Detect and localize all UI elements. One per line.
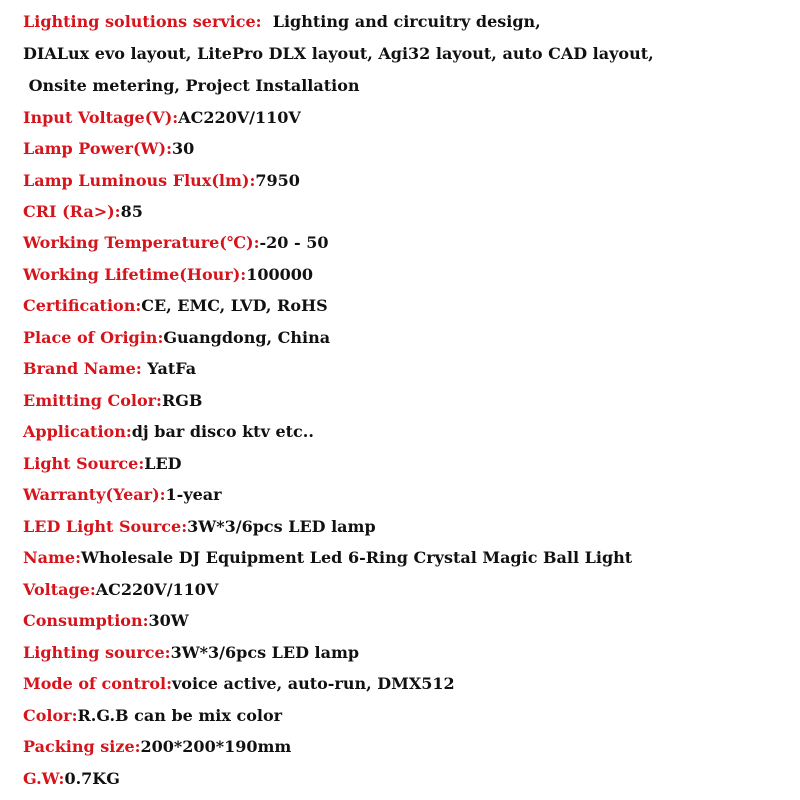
spec-value: LED (144, 454, 182, 473)
spec-value: Wholesale DJ Equipment Led 6-Ring Crystal Magic Ball Light (81, 548, 633, 567)
spec-label: Packing size: (23, 737, 141, 756)
spec-row-lighting-source (23, 643, 359, 663)
spec-label: LED Light Source: (23, 517, 188, 536)
spec-label: Working Lifetime(Hour): (23, 265, 247, 284)
spec-value: 0.7KG (64, 769, 120, 788)
spec-label: Input Voltage(V): (23, 108, 179, 127)
spec-row-luminous-flux (23, 171, 300, 191)
spec-value: 7950 (255, 171, 300, 190)
spec-value: Guangdong, China (163, 328, 331, 347)
spec-row-mode-of-control (23, 674, 455, 694)
spec-value: YatFa (141, 359, 197, 378)
spec-label: Light Source: (23, 454, 145, 473)
spec-value: 30W (148, 611, 189, 630)
intro-value-3: Onsite metering, Project Installation (23, 76, 360, 95)
spec-value: AC220V/110V (178, 108, 301, 127)
spec-label: Application: (23, 422, 132, 441)
intro-value-1: Lighting and circuitry design, (261, 12, 541, 31)
spec-label: Mode of control: (23, 674, 172, 693)
spec-row-packing-size (23, 737, 291, 757)
spec-row-brand-name (23, 359, 196, 379)
spec-value: 1-year (165, 485, 222, 504)
spec-value: 3W*3/6pcs LED lamp (187, 517, 376, 536)
intro-line-1 (23, 12, 541, 32)
spec-label: Lamp Power(W): (23, 139, 172, 158)
intro-line-3 (23, 76, 360, 96)
spec-label: Certification: (23, 296, 142, 315)
spec-row-light-source (23, 454, 182, 474)
spec-label: Emitting Color: (23, 391, 162, 410)
spec-label: Color: (23, 706, 78, 725)
spec-value: AC220V/110V (95, 580, 219, 599)
spec-row-cri (23, 202, 143, 222)
spec-row-consumption (23, 611, 189, 631)
spec-value: 30 (171, 139, 195, 158)
spec-value: voice active, auto-run, DMX512 (171, 674, 455, 693)
spec-row-emitting-color (23, 391, 202, 411)
spec-label: Voltage: (23, 580, 96, 599)
spec-value: -20 - 50 (259, 233, 329, 252)
intro-value-2: DIALux evo layout, LitePro DLX layout, Agi32 layout, auto CAD layout, (23, 44, 654, 63)
spec-label: CRI (Ra>): (23, 202, 121, 221)
spec-row-lamp-power (23, 139, 194, 159)
spec-row-color (23, 706, 282, 726)
spec-value: RGB (161, 391, 203, 410)
spec-row-led-light-source (23, 517, 376, 537)
spec-value: 100000 (246, 265, 313, 284)
spec-value: CE, EMC, LVD, RoHS (141, 296, 328, 315)
intro-line-2 (23, 44, 654, 64)
spec-label: G.W: (23, 769, 65, 788)
spec-row-voltage (23, 580, 218, 600)
spec-row-warranty (23, 485, 222, 505)
spec-row-working-lifetime (23, 265, 313, 285)
spec-label: Brand Name: (23, 359, 142, 378)
spec-label: Place of Origin: (23, 328, 164, 347)
spec-row-gross-weight (23, 769, 120, 789)
spec-row-working-temperature (23, 233, 328, 253)
spec-row-application (23, 422, 314, 442)
spec-label: Lamp Luminous Flux(lm): (23, 171, 256, 190)
spec-row-input-voltage (23, 108, 301, 128)
spec-row-certification (23, 296, 328, 316)
spec-value: 200*200*190mm (140, 737, 292, 756)
intro-label: Lighting solutions service: (23, 12, 262, 31)
spec-row-name (23, 548, 632, 568)
spec-label: Consumption: (23, 611, 149, 630)
spec-label: Warranty(Year): (23, 485, 166, 504)
spec-value: dj bar disco ktv etc.. (131, 422, 314, 441)
spec-row-place-of-origin (23, 328, 330, 348)
spec-value: 85 (120, 202, 143, 221)
spec-label: Working Temperature(℃): (23, 233, 260, 252)
spec-value: 3W*3/6pcs LED lamp (170, 643, 360, 662)
spec-label: Name: (23, 548, 82, 567)
spec-value: R.G.B can be mix color (77, 706, 283, 725)
spec-label: Lighting source: (23, 643, 171, 662)
